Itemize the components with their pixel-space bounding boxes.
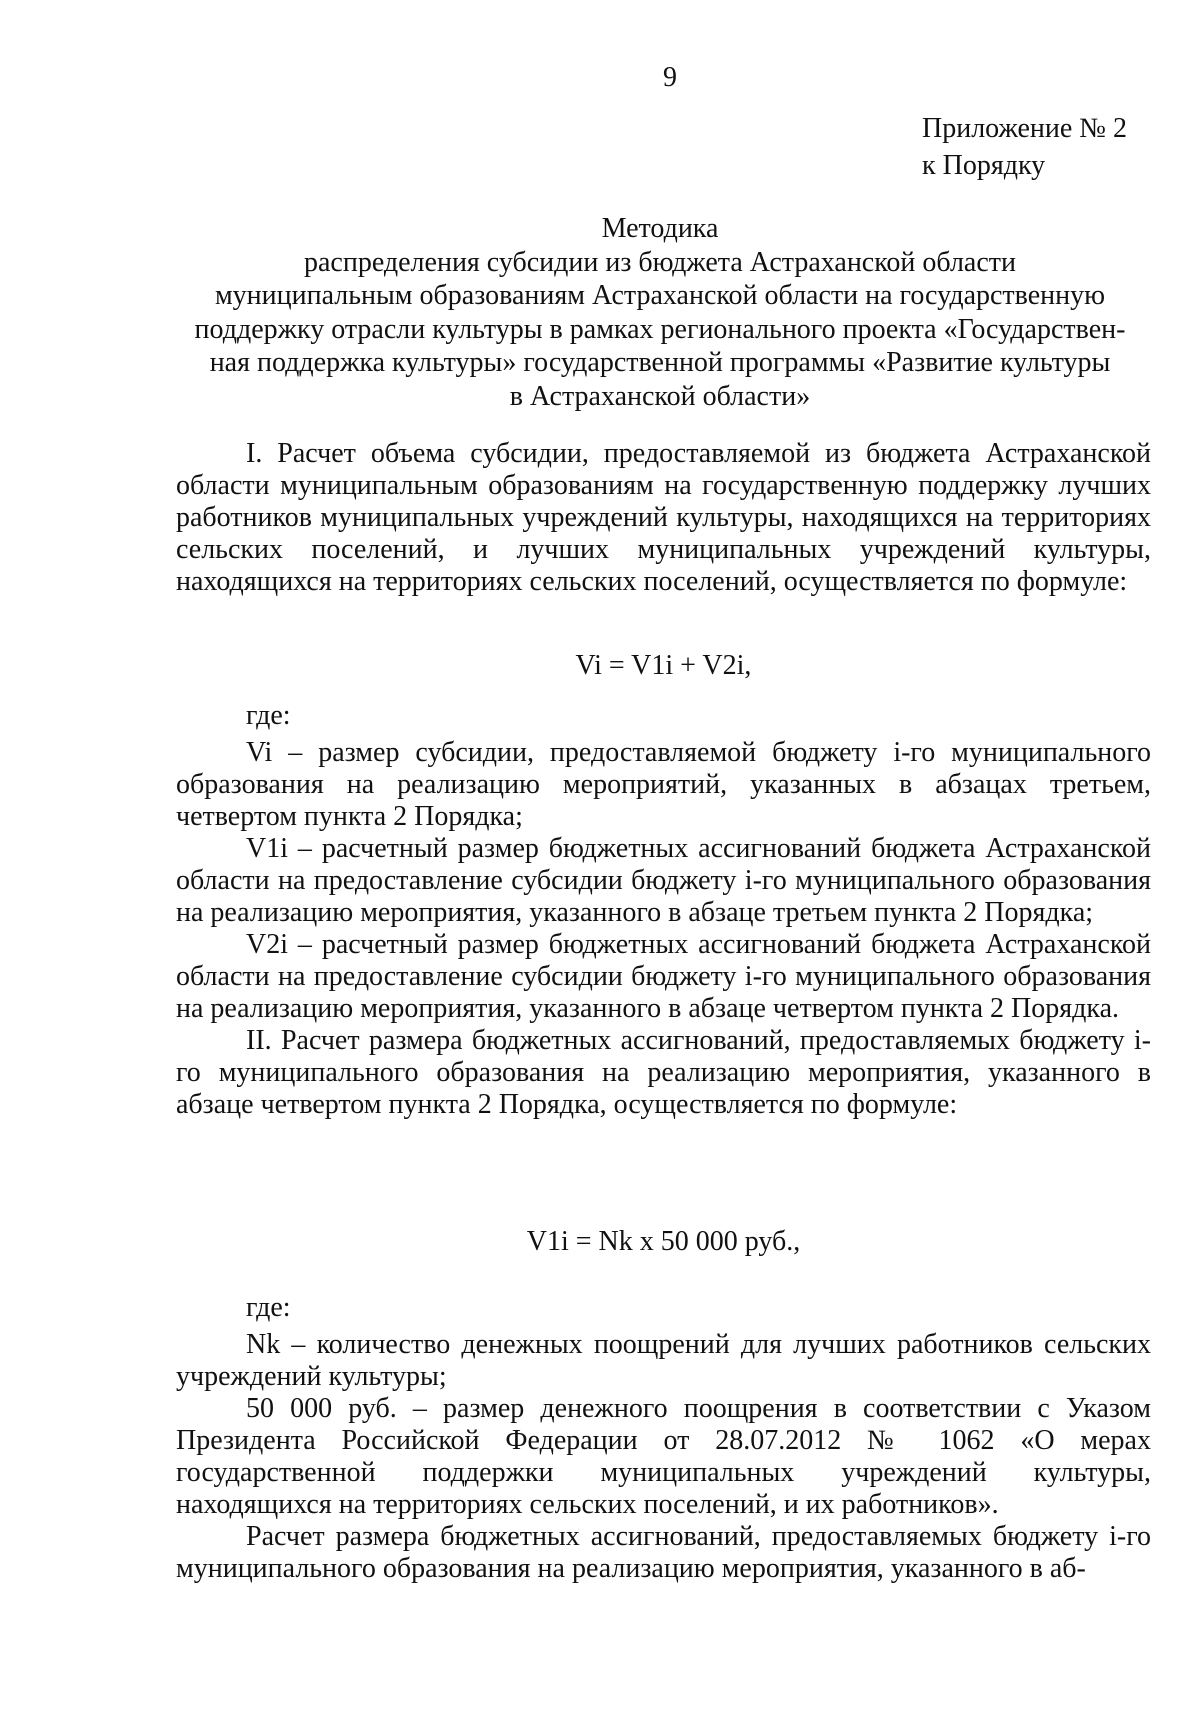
section-2-continuation: Расчет размера бюджетных ассигнований, предоставляемых бюджету i-го муниципального образования на реализацию мероприятия, указанного в аб-: [176, 1521, 1151, 1584]
formula-v1i: V1i = Nk x 50 000 руб.,: [526, 1226, 801, 1257]
where-label-1: где:: [246, 700, 291, 731]
section-2-definitions: [176, 1329, 1151, 1585]
definition-nk: Nk – количество денежных поощрений для лучших работников сельских учреждений культуры;: [176, 1329, 1151, 1392]
section-1-paragraph: I. Расчет объема субсидии, предоставляемой из бюджета Астраханской области муниципальным образованиям на государственную поддержку лучших работников муниципальных учреждений культуры, находящихся на территориях сельских поселений, и лучших муниципальных учреждений культуры, находящихся на территориях сельских поселений, осуществляется по формуле:: [176, 438, 1151, 597]
document-title: [160, 212, 1160, 413]
title-line-1: распределения субсидии из бюджета Астраханской области: [303, 246, 1017, 278]
section-1: [176, 438, 1151, 598]
appendix-line-1: Приложение № 2: [922, 113, 1127, 144]
title-line-2: муниципальным образованиям Астраханской области на государственную: [214, 280, 1106, 311]
formula-vi: Vi = V1i + V2i,: [575, 650, 752, 681]
title-line-5: в Астраханской области»: [509, 380, 811, 412]
title-line-4: ная поддержка культуры» государственной программы «Развитие культуры: [209, 347, 1111, 378]
definition-reward: 50 000 руб. – размер денежного поощрения в соответствии с Указом Президента Российской Федерации от 28.07.2012 № 1062 «О мерах государственной поддержки муниципальных учреждений культуры, находящихся на территориях сельских поселений, и их работников».: [176, 1393, 1151, 1520]
page-number: 9: [663, 62, 677, 93]
title-heading: Методика: [601, 213, 719, 244]
title-line-3: поддержку отрасли культуры в рамках регионального проекта «Государствен-: [194, 313, 1126, 345]
section-2-paragraph: II. Расчет размера бюджетных ассигнований, предоставляемых бюджету i-го муниципального образования на реализацию мероприятия, указанного в абзаце четвертом пункта 2 Порядка, осуществляется по формуле:: [176, 1025, 1151, 1120]
section-1-definitions: [176, 737, 1151, 1121]
appendix-line-2: к Порядку: [922, 150, 1046, 181]
definition-v2i: V2i – расчетный размер бюджетных ассигнований бюджета Астраханской области на предоставление субсидии бюджету i-го муниципального образования на реализацию мероприятия, указанного в абзаце четвертом пункта 2 Порядка.: [176, 929, 1151, 1024]
definition-v1i: V1i – расчетный размер бюджетных ассигнований бюджета Астраханской области на предоставление субсидии бюджету i-го муниципального образования на реализацию мероприятия, указанного в абзаце третьем пункта 2 Порядка;: [176, 833, 1151, 928]
appendix-reference: [922, 110, 1127, 184]
definition-vi: Vi – размер субсидии, предоставляемой бюджету i-го муниципального образования на реализацию мероприятий, указанных в абзацах третьем, четвертом пункта 2 Порядка;: [176, 737, 1151, 832]
where-label-2: где:: [246, 1292, 291, 1323]
